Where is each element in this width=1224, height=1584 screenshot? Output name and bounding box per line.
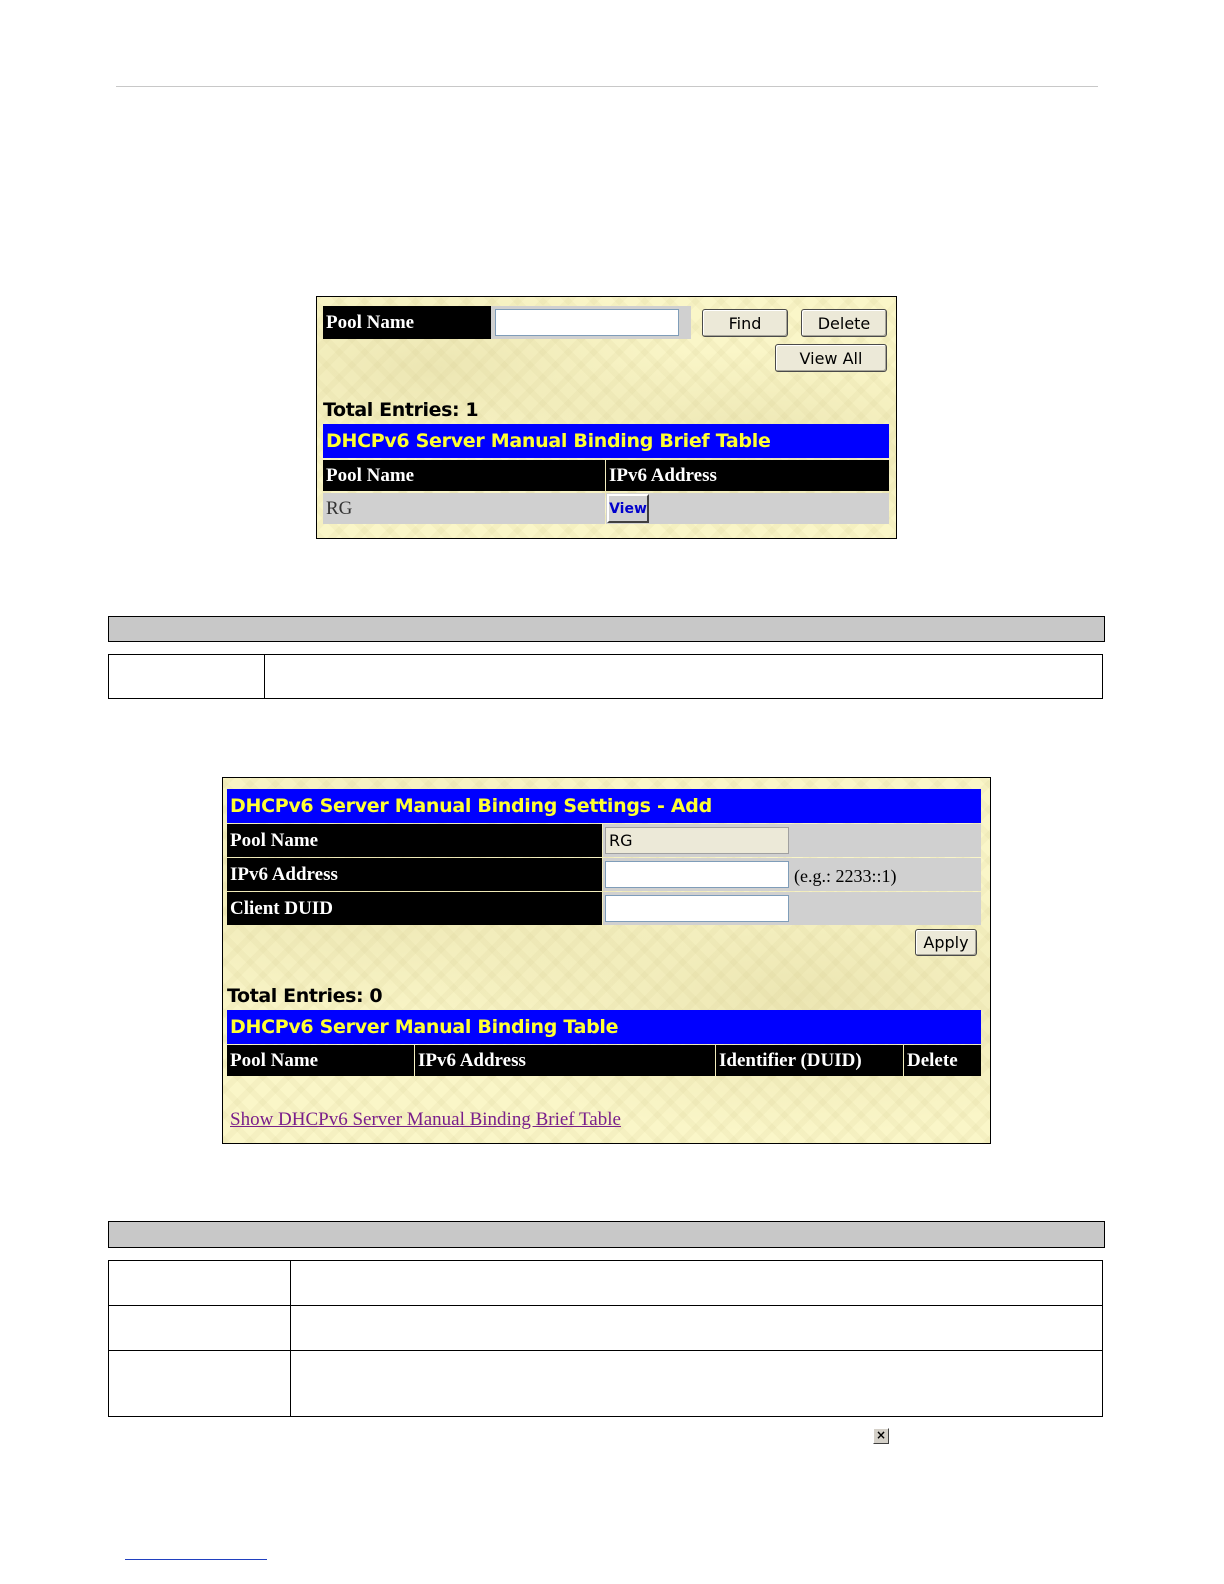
- parameter-table-row: [108, 1260, 1103, 1306]
- view-button[interactable]: View: [607, 494, 649, 523]
- ipv6-address-input[interactable]: [605, 861, 789, 888]
- client-duid-input[interactable]: [605, 895, 789, 922]
- page-header-rule: [116, 86, 1098, 87]
- ipv6-address-hint: (e.g.: 2233::1): [794, 866, 897, 886]
- close-icon: ×: [873, 1428, 889, 1444]
- parameter-table-header: [108, 1221, 1105, 1248]
- parameter-table-header: [108, 616, 1105, 642]
- pool-name-input[interactable]: [495, 309, 679, 336]
- column-header-ipv6-address: IPv6 Address: [415, 1045, 715, 1076]
- column-divider: [290, 1351, 291, 1416]
- column-header-identifier-duid: Identifier (DUID): [716, 1045, 903, 1076]
- apply-button[interactable]: Apply: [915, 929, 977, 956]
- binding-table-title: DHCPv6 Server Manual Binding Table: [227, 1010, 981, 1044]
- settings-panel: [222, 777, 991, 1144]
- client-duid-label: Client DUID: [227, 892, 602, 925]
- brief-table-panel: [316, 296, 897, 539]
- pool-name-label: Pool Name: [323, 306, 491, 339]
- show-brief-table-link[interactable]: Show DHCPv6 Server Manual Binding Brief Table: [230, 1109, 621, 1130]
- find-button[interactable]: Find: [702, 309, 788, 337]
- total-entries: Total Entries: 1: [323, 399, 479, 421]
- settings-total-entries: Total Entries: 0: [227, 985, 383, 1007]
- column-header-pool-name: Pool Name: [227, 1045, 414, 1076]
- brief-table-title: DHCPv6 Server Manual Binding Brief Table: [323, 424, 889, 458]
- parameter-table-row: [108, 1350, 1103, 1417]
- pool-name-field: [605, 827, 789, 854]
- column-header-pool-name: Pool Name: [323, 460, 605, 491]
- ipv6-address-label: IPv6 Address: [227, 858, 602, 891]
- column-header-ipv6-address: IPv6 Address: [606, 460, 889, 491]
- column-divider: [290, 1306, 291, 1350]
- delete-button[interactable]: Delete: [801, 309, 887, 337]
- parameter-table-row: [108, 654, 1103, 699]
- view-all-button[interactable]: View All: [775, 344, 887, 372]
- column-divider: [290, 1261, 291, 1305]
- column-header-delete: Delete: [904, 1045, 981, 1076]
- parameter-table-row: [108, 1305, 1103, 1351]
- pool-name-field-label: Pool Name: [227, 824, 602, 857]
- table-row-pool-name: RG: [323, 493, 605, 524]
- footer-rule: [125, 1559, 267, 1560]
- column-divider: [264, 655, 265, 698]
- settings-title: DHCPv6 Server Manual Binding Settings - Add: [227, 789, 981, 823]
